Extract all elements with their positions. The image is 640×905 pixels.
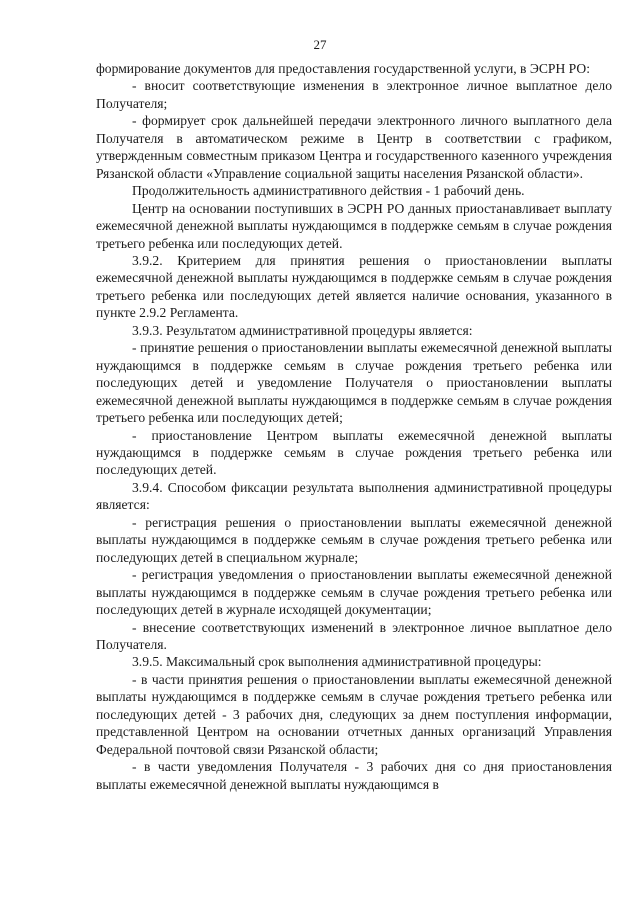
paragraph: формирование документов для предоставления государственной услуги, в ЭСРН РО: [96, 61, 591, 76]
paragraph: - в части уведомления Получателя - 3 рабочих дня со дня приостановления выплаты ежемесячной денежной выплаты нуждающимся в [96, 759, 612, 792]
paragraph: 3.9.2. Критерием для принятия решения о приостановлении выплаты ежемесячной денежной выплаты нуждающимся в поддержке семьям в случае рождения третьего ребенка или последующих детей является наличие основания, указанного в пункте 2.9.2 Регламента. [96, 252, 612, 321]
paragraph: - в части принятия решения о приостановлении выплаты ежемесячной денежной выплаты нуждающимся в поддержке семьям в случае рождения третьего ребенка или последующих детей - 3 рабочих дня, следующих за днем поступления информации, представленной Центром на основании отчетных данных организаций Управления Федеральной почтовой связи Рязанской области; [96, 671, 612, 757]
paragraph: 3.9.5. Максимальный срок выполнения административной процедуры: [132, 654, 542, 670]
paragraph: - регистрация уведомления о приостановлении выплаты ежемесячной денежной выплаты нуждающимся в поддержке семьям в случае рождения третьего ребенка или последующих детей в журнале исходящей документации; [96, 567, 612, 618]
document-body [96, 60, 612, 793]
paragraph: 3.9.4. Способом фиксации результата выполнения административной процедуры является: [96, 479, 612, 513]
paragraph: - вносит соответствующие изменения в электронное личное выплатное дело Получателя; [96, 78, 612, 111]
paragraph: - приостановление Центром выплаты ежемесячной денежной выплаты нуждающимся в поддержке семьям в случае рождения третьего ребенка или последующих детей. [96, 427, 612, 478]
paragraph: - регистрация решения о приостановлении выплаты ежемесячной денежной выплаты нуждающимся в поддержке семьям в случае рождения третьего ребенка или последующих детей в специальном журнале; [96, 514, 612, 565]
paragraph: - принятие решения о приостановлении выплаты ежемесячной денежной выплаты нуждающимся в поддержке семьям в случае рождения третьего ребенка или последующих детей и уведомление Получателя о приостановлении выплаты ежемесячной денежной выплаты нуждающимся в поддержке семьям в случае рождения третьего ребенка или последующих детей; [96, 340, 612, 426]
paragraph: Продолжительность административного действия - 1 рабочий день. [132, 183, 525, 199]
page-number: 27 [313, 37, 327, 52]
paragraph: Центр на основании поступивших в ЭСРН РО данных приостанавливает выплату ежемесячной денежной выплаты нуждающимся в поддержке семьям в случае рождения третьего ребенка или последующих детей. [96, 200, 612, 251]
paragraph: - внесение соответствующих изменений в электронное личное выплатное дело Получателя. [96, 619, 612, 652]
paragraph: 3.9.3. Результатом административной процедуры является: [132, 322, 473, 338]
paragraph: - формирует срок дальнейшей передачи электронного личного выплатного дела Получателя в автоматическом режиме в Центр в соответствии с графиком, утвержденным совместным приказом Центра и государственного казенного учреждения Рязанской области «Управление социальной защиты населения Рязанской области». [96, 113, 612, 181]
